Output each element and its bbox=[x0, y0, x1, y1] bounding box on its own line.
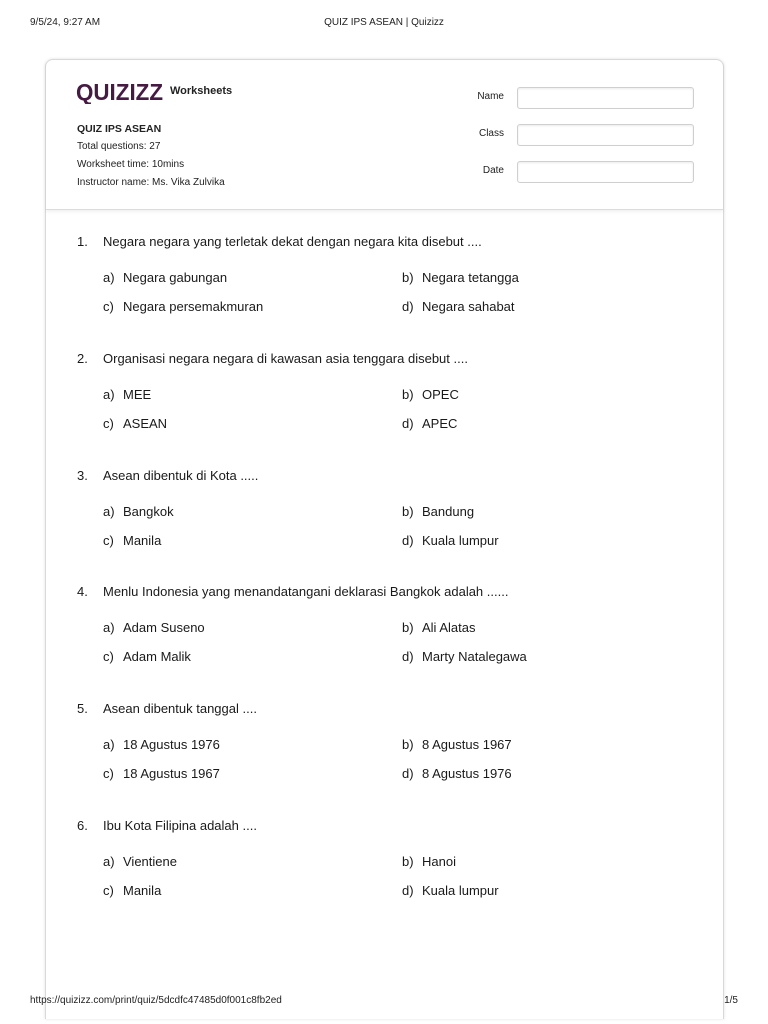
option-text: Negara tetangga bbox=[422, 270, 519, 285]
print-page-title: QUIZ IPS ASEAN | Quizizz bbox=[324, 17, 444, 28]
option-text: 8 Agustus 1976 bbox=[422, 766, 512, 782]
option-text: 8 Agustus 1967 bbox=[422, 737, 512, 753]
worksheet-title: QUIZ IPS ASEAN bbox=[77, 123, 162, 135]
answer-option bbox=[103, 416, 167, 431]
instructor-name: Instructor name: Ms. Vika Zulvika bbox=[77, 177, 225, 188]
option-text: Bangkok bbox=[123, 503, 174, 519]
option-letter: d) bbox=[402, 649, 414, 665]
date-field[interactable] bbox=[517, 161, 694, 183]
page-number: 1/5 bbox=[724, 995, 738, 1006]
brand-logo bbox=[76, 80, 232, 104]
answer-option bbox=[402, 737, 512, 752]
question-text: Asean dibentuk di Kota ..... bbox=[103, 467, 259, 483]
answer-option bbox=[103, 299, 263, 314]
name-field-row bbox=[476, 87, 694, 109]
answer-option bbox=[103, 533, 161, 548]
option-text: Bandung bbox=[422, 503, 475, 519]
option-letter: c) bbox=[103, 883, 114, 898]
question-text: Menlu Indonesia yang menandatangani deklarasi Bangkok adalah ...... bbox=[103, 584, 509, 600]
class-field-row bbox=[476, 124, 694, 146]
question-item bbox=[46, 468, 723, 568]
worksheet-time: Worksheet time: 10mins bbox=[77, 159, 185, 170]
print-url: https://quizizz.com/print/quiz/5dcdfc47485d0f001c8fb2ed bbox=[30, 995, 282, 1006]
answer-option bbox=[402, 533, 499, 548]
option-text: MEE bbox=[123, 386, 152, 402]
answer-option bbox=[402, 649, 527, 664]
option-letter: c) bbox=[103, 649, 114, 665]
answer-option bbox=[103, 737, 220, 752]
worksheet-card bbox=[45, 59, 724, 1019]
name-field[interactable] bbox=[517, 87, 694, 109]
question-item bbox=[46, 818, 723, 918]
option-text: Manila bbox=[123, 532, 162, 548]
option-letter: a) bbox=[103, 737, 115, 753]
answer-option bbox=[402, 883, 499, 898]
answer-option bbox=[402, 416, 457, 431]
option-letter: b) bbox=[402, 386, 414, 402]
print-footer bbox=[30, 995, 738, 1009]
option-text: Marty Natalegawa bbox=[422, 649, 527, 665]
quizizz-logo bbox=[76, 80, 164, 104]
question-item bbox=[46, 701, 723, 801]
option-letter: b) bbox=[402, 503, 414, 519]
total-questions: Total questions: 27 bbox=[77, 141, 161, 152]
answer-option bbox=[103, 270, 227, 285]
option-letter: a) bbox=[103, 620, 115, 636]
answer-option bbox=[103, 620, 205, 635]
worksheet-info bbox=[77, 120, 225, 192]
option-text: Negara gabungan bbox=[123, 270, 228, 285]
option-letter: a) bbox=[103, 854, 115, 869]
product-label: Worksheets bbox=[170, 85, 233, 97]
question-text: Negara negara yang terletak dekat dengan negara kita disebut .... bbox=[103, 234, 482, 249]
question-number: 6. bbox=[77, 818, 88, 833]
option-letter: d) bbox=[402, 415, 414, 431]
question-text: Organisasi negara negara di kawasan asia tenggara disebut .... bbox=[103, 350, 468, 366]
worksheet-header bbox=[46, 60, 723, 210]
answer-option bbox=[103, 649, 191, 664]
question-number: 2. bbox=[77, 350, 88, 366]
option-letter: b) bbox=[402, 737, 414, 753]
answer-option bbox=[402, 387, 459, 402]
option-text: Manila bbox=[123, 883, 162, 898]
option-text: Adam Malik bbox=[123, 649, 191, 665]
option-text: Hanoi bbox=[422, 854, 456, 869]
date-label: Date bbox=[482, 165, 504, 176]
answer-option bbox=[103, 387, 151, 402]
answer-option bbox=[402, 620, 475, 635]
option-letter: b) bbox=[402, 270, 414, 285]
option-text: Adam Suseno bbox=[123, 620, 205, 636]
option-letter: d) bbox=[402, 532, 414, 548]
option-text: ASEAN bbox=[123, 415, 168, 431]
option-text: Negara sahabat bbox=[422, 299, 515, 314]
class-field[interactable] bbox=[517, 124, 694, 146]
question-number: 1. bbox=[77, 234, 88, 249]
option-text: OPEC bbox=[422, 386, 459, 402]
answer-option bbox=[103, 854, 177, 869]
answer-option bbox=[402, 766, 512, 781]
answer-option bbox=[103, 766, 220, 781]
svg-text:QUIZIZZ: QUIZIZZ bbox=[76, 80, 163, 104]
option-letter: c) bbox=[103, 532, 114, 548]
option-letter: a) bbox=[103, 386, 115, 402]
question-text: Asean dibentuk tanggal .... bbox=[103, 701, 257, 717]
question-item bbox=[46, 234, 723, 334]
print-header bbox=[30, 17, 738, 31]
option-text: 18 Agustus 1976 bbox=[123, 737, 220, 753]
answer-option bbox=[402, 299, 515, 314]
name-label: Name bbox=[477, 91, 504, 102]
option-letter: d) bbox=[402, 299, 414, 314]
option-text: Negara persemakmuran bbox=[123, 299, 264, 314]
option-letter: a) bbox=[103, 503, 115, 519]
option-text: Kuala lumpur bbox=[422, 532, 499, 548]
answer-option bbox=[402, 854, 456, 869]
class-label: Class bbox=[478, 128, 504, 139]
question-text: Ibu Kota Filipina adalah .... bbox=[103, 818, 257, 833]
option-letter: c) bbox=[103, 415, 114, 431]
option-letter: b) bbox=[402, 620, 414, 636]
answer-option bbox=[402, 270, 519, 285]
option-letter: a) bbox=[103, 270, 115, 285]
option-letter: d) bbox=[402, 883, 414, 898]
option-text: Vientiene bbox=[123, 854, 177, 869]
option-letter: c) bbox=[103, 299, 114, 314]
option-text: 18 Agustus 1967 bbox=[123, 766, 220, 782]
option-letter: c) bbox=[103, 766, 114, 782]
print-datetime: 9/5/24, 9:27 AM bbox=[30, 17, 101, 28]
answer-option bbox=[103, 504, 174, 519]
option-letter: b) bbox=[402, 854, 414, 869]
answer-option bbox=[402, 504, 474, 519]
question-number: 4. bbox=[77, 584, 88, 600]
answer-option bbox=[103, 883, 161, 898]
option-letter: d) bbox=[402, 766, 414, 782]
question-number: 3. bbox=[77, 467, 88, 483]
option-text: Kuala lumpur bbox=[422, 883, 499, 898]
question-number: 5. bbox=[77, 701, 88, 717]
question-item bbox=[46, 351, 723, 451]
option-text: Ali Alatas bbox=[422, 620, 476, 636]
date-field-row bbox=[476, 161, 694, 183]
option-text: APEC bbox=[422, 415, 458, 431]
question-item bbox=[46, 584, 723, 684]
